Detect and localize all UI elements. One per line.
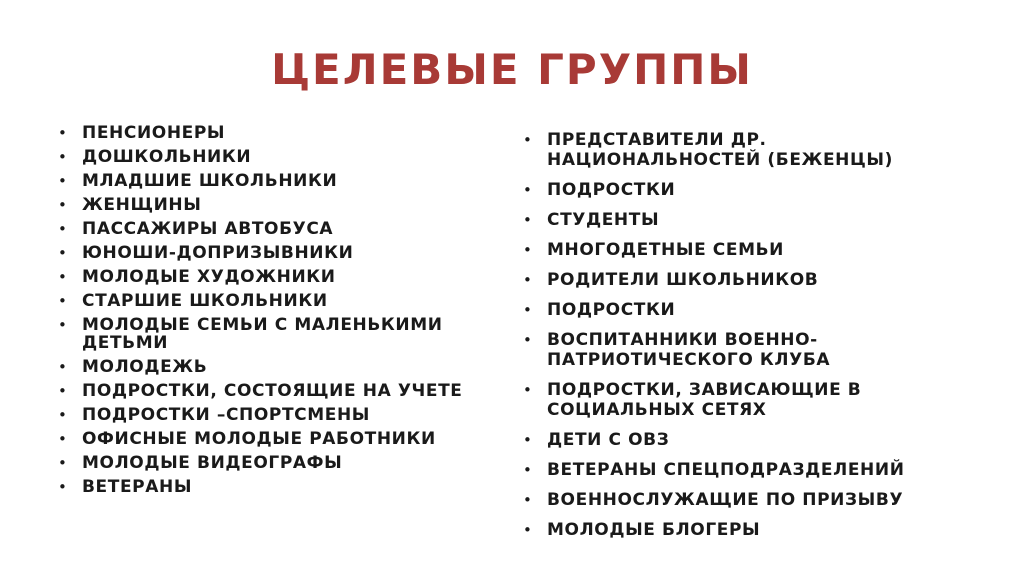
slide-title: ЦЕЛЕВЫЕ ГРУППЫ xyxy=(271,45,753,94)
bullet-icon: • xyxy=(58,244,68,262)
list-item xyxy=(56,124,506,142)
bullet-icon: • xyxy=(523,181,533,199)
list-item xyxy=(56,196,506,214)
bullet-icon: • xyxy=(58,430,68,448)
right-list xyxy=(521,130,981,550)
list-item-text: ПАССАЖИРЫ АВТОБУСА xyxy=(82,219,334,239)
list-item xyxy=(521,180,981,200)
list-item-text: ПОДРОСТКИ xyxy=(547,300,676,320)
list-item-text: ЖЕНЩИНЫ xyxy=(82,195,202,215)
list-item-text: МЛАДШИЕ ШКОЛЬНИКИ xyxy=(82,171,338,191)
bullet-icon: • xyxy=(58,316,68,334)
bullet-icon: • xyxy=(58,148,68,166)
list-item-text: ПЕНСИОНЕРЫ xyxy=(82,123,226,143)
bullet-icon: • xyxy=(523,301,533,319)
bullet-icon: • xyxy=(523,271,533,289)
list-item xyxy=(521,490,981,510)
bullet-icon: • xyxy=(58,172,68,190)
bullet-icon: • xyxy=(523,331,533,349)
list-item-text: СТАРШИЕ ШКОЛЬНИКИ xyxy=(82,291,328,311)
list-item-text: МОЛОДЫЕ ВИДЕОГРАФЫ xyxy=(82,453,343,473)
list-item-text: МНОГОДЕТНЫЕ СЕМЬИ xyxy=(547,240,784,260)
list-item-text: МОЛОДЕЖЬ xyxy=(82,357,208,377)
list-item-text: МОЛОДЫЕ ХУДОЖНИКИ xyxy=(82,267,336,287)
bullet-icon: • xyxy=(523,381,533,399)
bullet-icon: • xyxy=(58,292,68,310)
list-item xyxy=(521,130,981,170)
list-item-text: ПОДРОСТКИ xyxy=(547,180,676,200)
list-item xyxy=(521,210,981,230)
list-item xyxy=(56,430,506,448)
list-item-text: ВОСПИТАННИКИ ВОЕННО-ПАТРИОТИЧЕСКОГО КЛУБА xyxy=(547,330,831,370)
list-item xyxy=(521,430,981,450)
list-item xyxy=(521,380,981,420)
list-item xyxy=(56,244,506,262)
list-item xyxy=(56,292,506,310)
list-item-text: МОЛОДЫЕ БЛОГЕРЫ xyxy=(547,520,761,540)
list-item-text: СТУДЕНТЫ xyxy=(547,210,660,230)
list-item xyxy=(521,240,981,260)
list-item xyxy=(56,268,506,286)
list-item xyxy=(56,316,506,352)
list-item-text: ЮНОШИ-ДОПРИЗЫВНИКИ xyxy=(82,243,354,263)
bullet-icon: • xyxy=(58,358,68,376)
list-item-text: ПРЕДСТАВИТЕЛИ ДР. НАЦИОНАЛЬНОСТЕЙ (БЕЖЕНЦЫ) xyxy=(547,130,893,170)
list-item xyxy=(56,478,506,496)
list-item-text: ДЕТИ С ОВЗ xyxy=(547,430,670,450)
list-item xyxy=(56,382,506,400)
left-list xyxy=(56,124,506,502)
bullet-icon: • xyxy=(523,491,533,509)
list-item xyxy=(56,358,506,376)
list-item-text: МОЛОДЫЕ СЕМЬИ С МАЛЕНЬКИМИ ДЕТЬМИ xyxy=(82,315,443,353)
list-item-text: ДОШКОЛЬНИКИ xyxy=(82,147,252,167)
bullet-icon: • xyxy=(523,131,533,149)
list-item-text: ВЕТЕРАНЫ СПЕЦПОДРАЗДЕЛЕНИЙ xyxy=(547,460,905,480)
list-item-text: ВОЕННОСЛУЖАЩИЕ ПО ПРИЗЫВУ xyxy=(547,490,904,510)
bullet-icon: • xyxy=(523,521,533,539)
bullet-icon: • xyxy=(58,406,68,424)
bullet-icon: • xyxy=(523,431,533,449)
list-item xyxy=(56,406,506,424)
list-item xyxy=(521,460,981,480)
list-item-text: ПОДРОСТКИ –СПОРТСМЕНЫ xyxy=(82,405,371,425)
bullet-icon: • xyxy=(58,478,68,496)
list-item xyxy=(56,220,506,238)
bullet-icon: • xyxy=(523,211,533,229)
list-item xyxy=(56,172,506,190)
list-item-text: ПОДРОСТКИ, ЗАВИСАЮЩИЕ В СОЦИАЛЬНЫХ СЕТЯХ xyxy=(547,380,862,420)
list-item xyxy=(521,270,981,290)
bullet-icon: • xyxy=(58,196,68,214)
list-item xyxy=(521,300,981,320)
bullet-icon: • xyxy=(58,124,68,142)
bullet-icon: • xyxy=(58,382,68,400)
list-item-text: РОДИТЕЛИ ШКОЛЬНИКОВ xyxy=(547,270,819,290)
bullet-icon: • xyxy=(523,461,533,479)
list-item-text: ПОДРОСТКИ, СОСТОЯЩИЕ НА УЧЕТЕ xyxy=(82,381,463,401)
bullet-icon: • xyxy=(523,241,533,259)
list-item xyxy=(56,148,506,166)
bullet-icon: • xyxy=(58,220,68,238)
list-item xyxy=(56,454,506,472)
list-item-text: ВЕТЕРАНЫ xyxy=(82,477,193,497)
list-item xyxy=(521,520,981,540)
bullet-icon: • xyxy=(58,268,68,286)
list-item xyxy=(521,330,981,370)
list-item-text: ОФИСНЫЕ МОЛОДЫЕ РАБОТНИКИ xyxy=(82,429,436,449)
bullet-icon: • xyxy=(58,454,68,472)
